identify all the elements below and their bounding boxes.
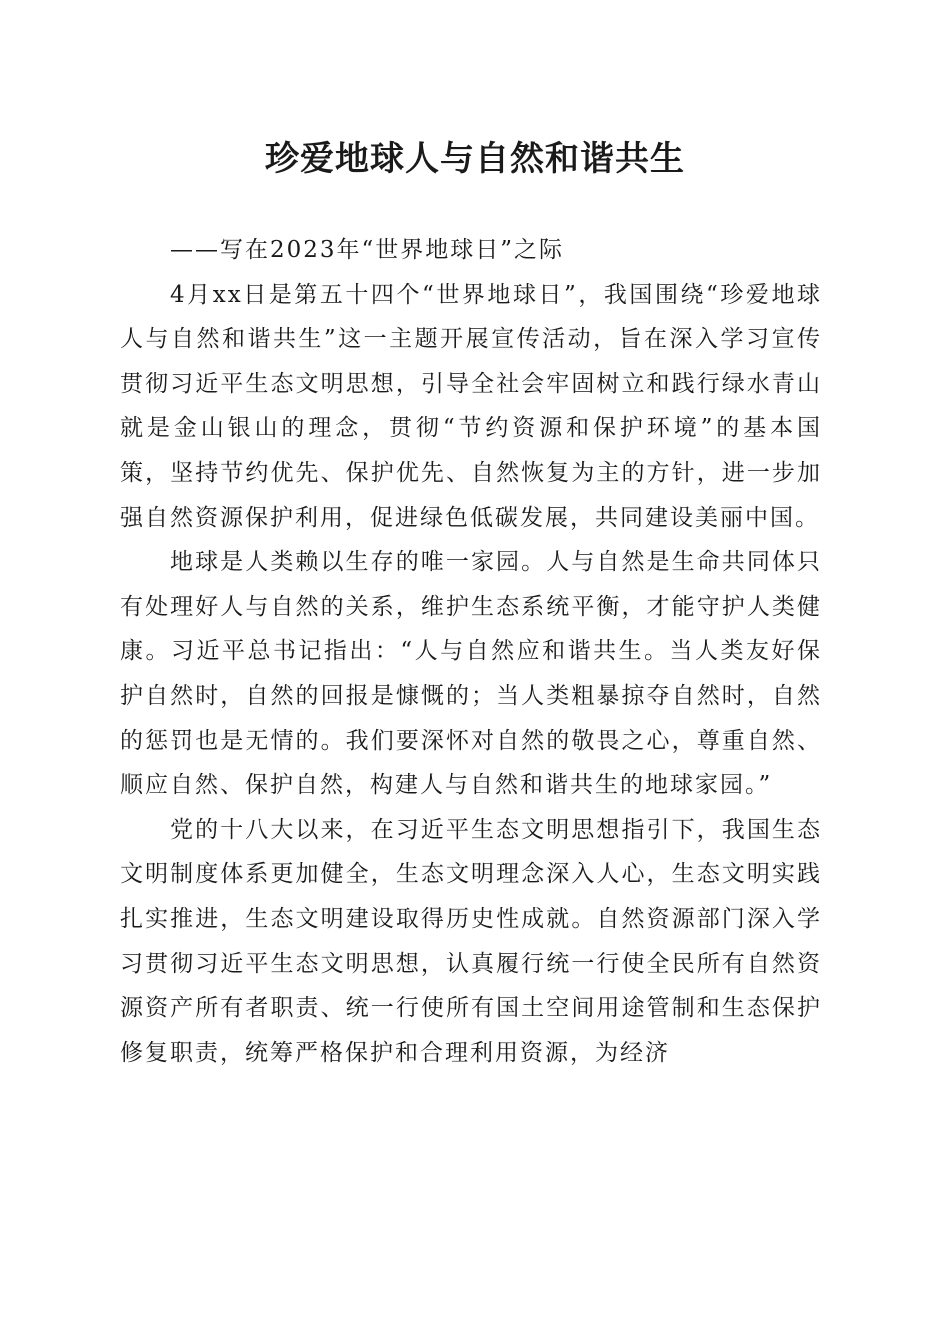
paragraph-1: 4月xx日是第五十四个“世界地球日”，我国围绕“珍爱地球人与自然和谐共生”这一主题开展宣传活动，旨在深入学习宣传贯彻习近平生态文明思想，引导全社会牢固树立和践行绿水青山就是金山银山的理念，贯彻“节约资源和保护环境”的基本国策，坚持节约优先、保护优先、自然恢复为主的方针，进一步加强自然资源保护利用，促进绿色低碳发展，共同建设美丽中国。: [120, 281, 822, 531]
paragraph-2: 地球是人类赖以生存的唯一家园。人与自然是生命共同体只有处理好人与自然的关系，维护生态系统平衡，才能守护人类健康。习近平总书记指出：“人与自然应和谐共生。当人类友好保护自然时，自然的回报是慷慨的；当人类粗暴掠夺自然时，自然的惩罚也是无情的。我们要深怀对自然的敬畏之心，尊重自然、顺应自然、保护自然，构建人与自然和谐共生的地球家园。”: [120, 549, 822, 799]
document-body: [120, 228, 822, 1075]
subtitle: ——写在2023年“世界地球日”之际: [170, 237, 565, 263]
paragraph-3: 党的十八大以来，在习近平生态文明思想指引下，我国生态文明制度体系更加健全，生态文明理念深入人心，生态文明实践扎实推进，生态文明建设取得历史性成就。自然资源部门深入学习贯彻习近平生态文明思想，认真履行统一行使全民所有自然资源资产所有者职责、统一行使所有国土空间用途管制和生态保护修复职责，统筹严格保护和合理利用资源，为经济: [120, 816, 822, 1066]
document-title: 珍爱地球人与自然和谐共生: [265, 139, 685, 179]
